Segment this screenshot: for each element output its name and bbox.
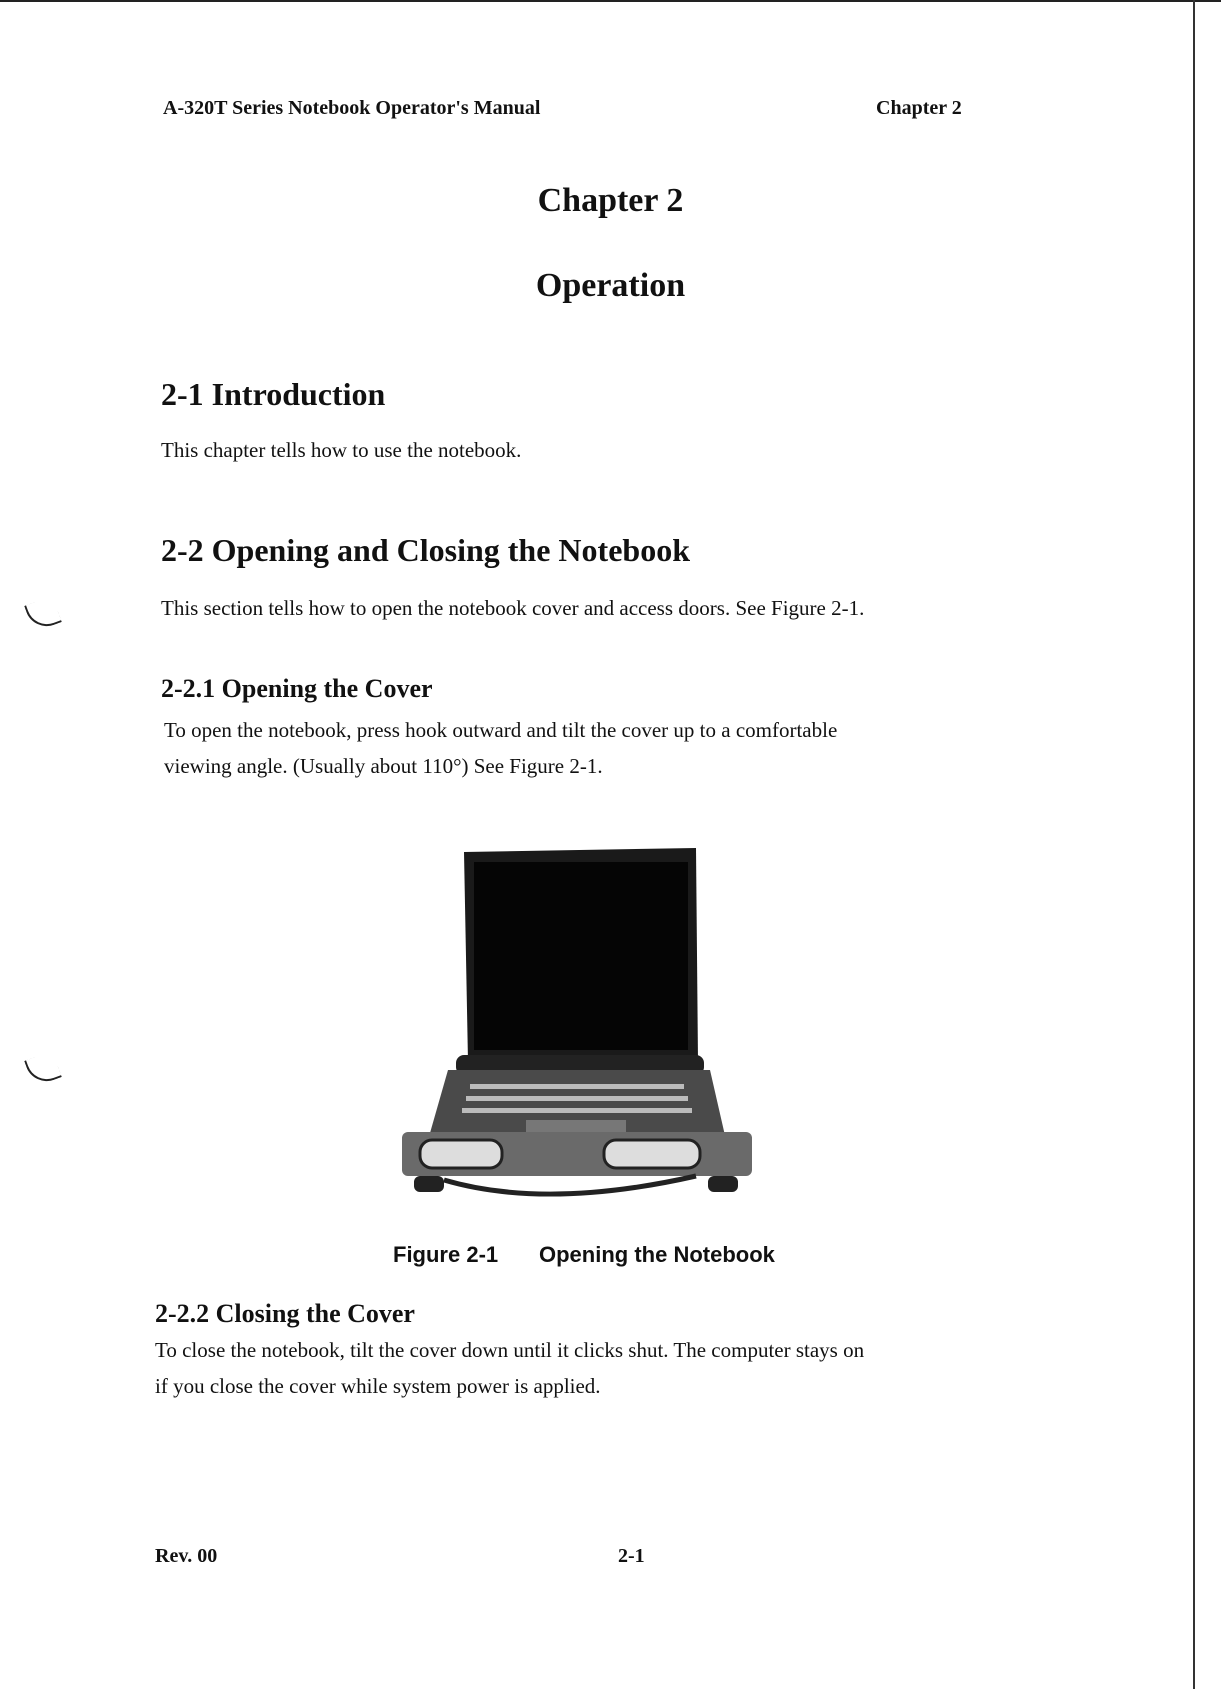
- chapter-name: [0, 267, 1221, 305]
- subsection-heading-2-2-2: 2-2.2 Closing the Cover: [155, 1299, 415, 1328]
- figure-number: Figure 2-1: [393, 1242, 499, 1267]
- section-2-1-text: This chapter tells how to use the notebook.: [161, 438, 522, 462]
- footer-page-number: 2-1: [618, 1545, 645, 1567]
- section-heading-2-1: 2-1 Introduction: [161, 376, 386, 412]
- section-2-2-text: This section tells how to open the notebook cover and access doors. See Figure 2-1.: [161, 596, 865, 620]
- section-heading-2-2: 2-2 Opening and Closing the Notebook: [161, 532, 690, 568]
- chapter-number: [0, 182, 1221, 220]
- running-header-chapter: Chapter 2: [876, 97, 962, 119]
- figure-caption: Opening the Notebook: [539, 1242, 775, 1267]
- subsection-2-2-2-line-2: if you close the cover while system power is applied.: [155, 1374, 601, 1398]
- top-border-rule: [0, 0, 1221, 2]
- chapter-name-text: Operation: [535, 267, 686, 304]
- chapter-number-text: Chapter 2: [537, 182, 684, 219]
- footer-revision: Rev. 00: [155, 1545, 218, 1567]
- binder-mark-icon: [24, 1051, 62, 1088]
- binder-mark-icon: [24, 596, 62, 633]
- subsection-2-2-2-line-1: To close the notebook, tilt the cover down until it clicks shut. The computer stays on: [155, 1338, 865, 1362]
- subsection-2-2-1-line-2: viewing angle. (Usually about 110°) See Figure 2-1.: [164, 754, 603, 778]
- running-header-title: A-320T Series Notebook Operator's Manual: [163, 97, 541, 119]
- notebook-figure-image: [396, 840, 758, 1202]
- right-border-rule: [1193, 0, 1195, 1689]
- subsection-heading-2-2-1: 2-2.1 Opening the Cover: [161, 674, 433, 703]
- subsection-2-2-1-line-1: To open the notebook, press hook outward and tilt the cover up to a comfortable: [164, 718, 838, 742]
